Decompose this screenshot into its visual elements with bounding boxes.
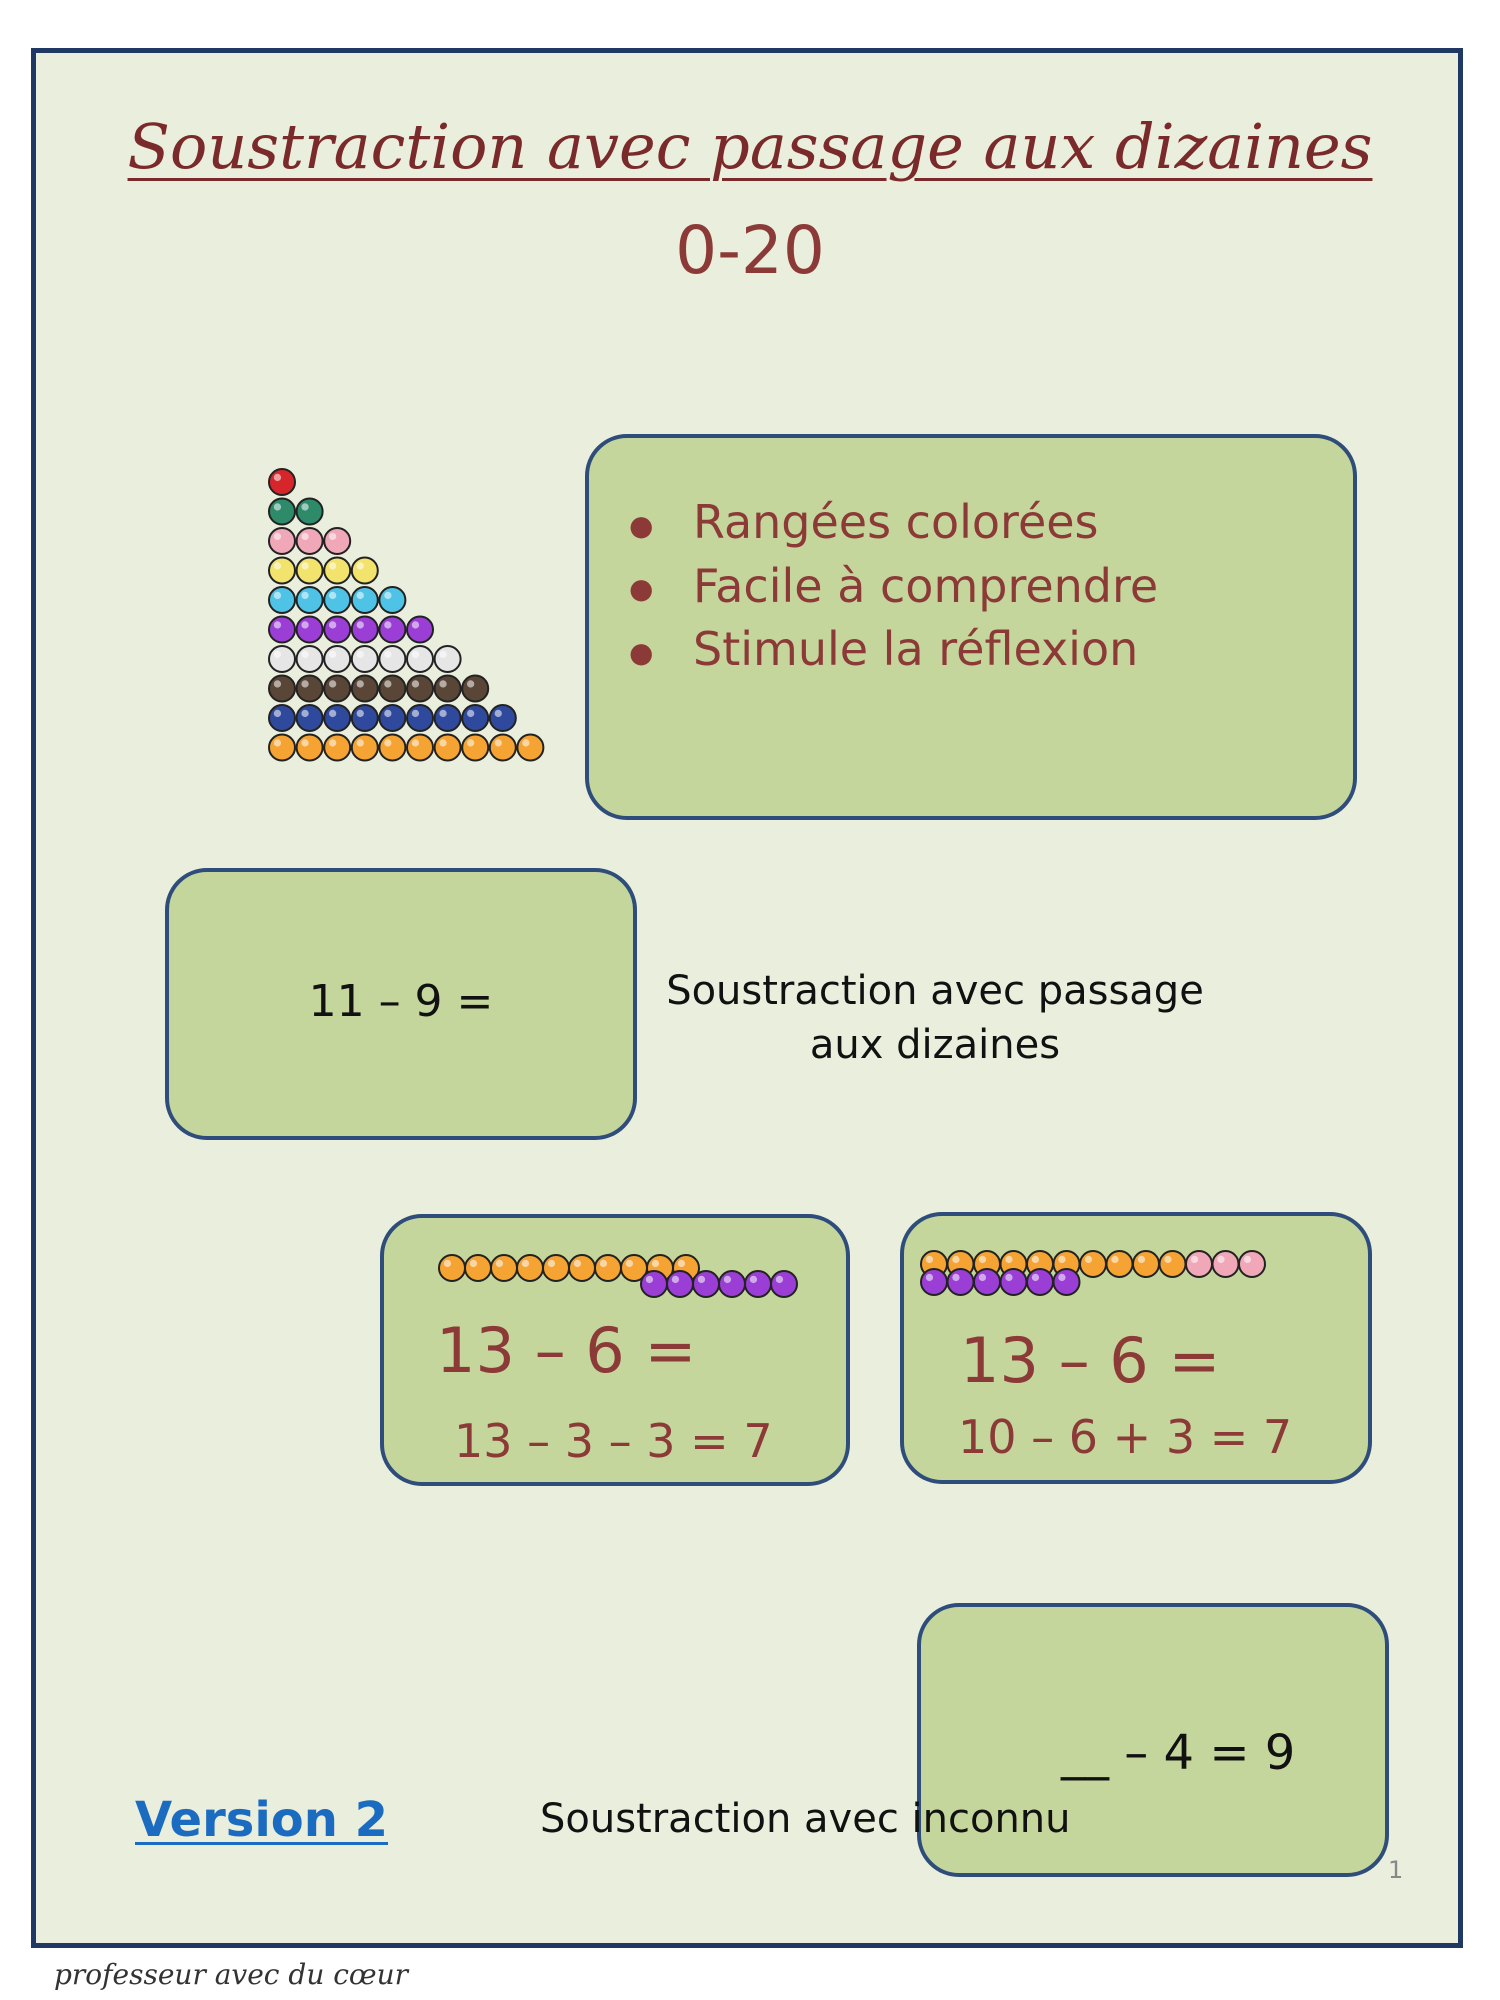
bead — [490, 705, 516, 731]
bead — [324, 735, 350, 761]
bead-highlight — [600, 1260, 607, 1267]
bead-highlight — [301, 621, 308, 628]
bead — [269, 587, 295, 613]
bead — [462, 735, 488, 761]
bead — [1001, 1269, 1027, 1295]
bead — [462, 705, 488, 731]
bead — [379, 617, 405, 643]
bead-highlight — [724, 1276, 731, 1283]
bead-highlight — [274, 503, 281, 510]
bead-highlight — [926, 1274, 933, 1281]
bead — [1133, 1251, 1159, 1277]
bead — [379, 705, 405, 731]
bead-highlight — [357, 562, 364, 569]
bead — [1160, 1251, 1186, 1277]
bead-highlight — [1005, 1256, 1012, 1263]
example2-bead-bars — [384, 1218, 854, 1308]
bead-highlight — [439, 651, 446, 658]
bead — [269, 469, 295, 495]
features-box — [585, 434, 1357, 820]
bead-highlight — [698, 1276, 705, 1283]
page-number: 1 — [1388, 1856, 1404, 1884]
bead — [269, 735, 295, 761]
bead-highlight — [384, 592, 391, 599]
bead-highlight — [384, 621, 391, 628]
bead-highlight — [439, 739, 446, 746]
feature-label: Stimule la réflexion — [693, 622, 1139, 676]
bead — [407, 705, 433, 731]
bead-highlight — [412, 651, 419, 658]
bead-highlight — [412, 621, 419, 628]
bead-highlight — [1005, 1274, 1012, 1281]
bead-highlight — [467, 680, 474, 687]
example3-solution: 10 – 6 + 3 = 7 — [958, 1410, 1293, 1464]
bead — [297, 528, 323, 554]
bead — [491, 1255, 517, 1281]
bead-highlight — [952, 1274, 959, 1281]
bead — [1213, 1251, 1239, 1277]
bead-highlight — [672, 1276, 679, 1283]
bead-highlight — [1032, 1274, 1039, 1281]
bead — [269, 705, 295, 731]
bead — [297, 558, 323, 584]
bead — [1186, 1251, 1212, 1277]
page-title: Soustraction avec passage aux dizaines — [127, 110, 1373, 183]
feature-item: ● Facile à comprendre — [629, 558, 1159, 613]
bead-highlight — [496, 1260, 503, 1267]
bead-highlight — [467, 710, 474, 717]
bead — [974, 1269, 1000, 1295]
bead-highlight — [357, 680, 364, 687]
example3-card — [900, 1212, 1372, 1484]
bead — [771, 1271, 797, 1297]
bead-highlight — [470, 1260, 477, 1267]
bead — [595, 1255, 621, 1281]
bead — [324, 587, 350, 613]
bead-highlight — [274, 474, 281, 481]
bead-highlight — [357, 651, 364, 658]
bead-highlight — [439, 710, 446, 717]
bead — [297, 587, 323, 613]
bead-highlight — [301, 562, 308, 569]
bead-highlight — [1164, 1256, 1171, 1263]
bead — [490, 735, 516, 761]
bead-highlight — [1058, 1274, 1065, 1281]
example1-description-line: Soustraction avec passage — [666, 968, 1204, 1014]
bead — [379, 735, 405, 761]
bead — [407, 617, 433, 643]
example2-card — [380, 1214, 850, 1486]
bead — [352, 676, 378, 702]
bead — [324, 646, 350, 672]
bead-highlight — [329, 680, 336, 687]
bead — [352, 558, 378, 584]
bead — [693, 1271, 719, 1297]
bead — [352, 587, 378, 613]
bead-highlight — [750, 1276, 757, 1283]
bead — [465, 1255, 491, 1281]
bead-highlight — [444, 1260, 451, 1267]
bead-highlight — [776, 1276, 783, 1283]
bead-highlight — [384, 651, 391, 658]
example4-expression: __ – 4 = 9 — [1061, 1725, 1296, 1781]
bead — [352, 735, 378, 761]
bead-highlight — [522, 739, 529, 746]
bead-highlight — [439, 680, 446, 687]
bead-highlight — [329, 562, 336, 569]
feature-label: Facile à comprendre — [693, 558, 1159, 613]
bead-highlight — [329, 710, 336, 717]
bead — [435, 646, 461, 672]
bead — [641, 1271, 667, 1297]
bead-highlight — [626, 1260, 633, 1267]
bead — [462, 676, 488, 702]
example2-solution: 13 – 3 – 3 = 7 — [454, 1414, 773, 1468]
version-label: Version 2 — [135, 1792, 389, 1848]
example3-equation: 13 – 6 = — [960, 1324, 1221, 1397]
bead — [569, 1255, 595, 1281]
bead — [407, 735, 433, 761]
example2-equation: 13 – 6 = — [436, 1314, 697, 1387]
bead-highlight — [329, 533, 336, 540]
bead — [517, 735, 543, 761]
bead-highlight — [926, 1256, 933, 1263]
bead — [719, 1271, 745, 1297]
example4-description: Soustraction avec inconnu — [540, 1796, 1071, 1842]
bead-highlight — [1244, 1256, 1251, 1263]
bead — [269, 499, 295, 525]
example3-bead-bars — [904, 1216, 1376, 1306]
bead — [1054, 1269, 1080, 1295]
bead-highlight — [1111, 1256, 1118, 1263]
bead-highlight — [548, 1260, 555, 1267]
bead-highlight — [274, 710, 281, 717]
example1-expression: 11 – 9 = — [308, 976, 494, 1027]
feature-item: ● Stimule la réflexion — [629, 622, 1139, 676]
bead — [439, 1255, 465, 1281]
bead-highlight — [329, 592, 336, 599]
bead — [1107, 1251, 1133, 1277]
bead — [269, 558, 295, 584]
bead-highlight — [412, 739, 419, 746]
bead — [324, 617, 350, 643]
bead-highlight — [329, 621, 336, 628]
bead — [948, 1269, 974, 1295]
bead-highlight — [301, 739, 308, 746]
bead-highlight — [412, 710, 419, 717]
bead-highlight — [274, 739, 281, 746]
bead — [324, 558, 350, 584]
bead-highlight — [384, 739, 391, 746]
footer-credit: professeur avec du cœur — [54, 1958, 409, 1991]
bead-highlight — [1058, 1256, 1065, 1263]
bead-highlight — [522, 1260, 529, 1267]
bead-highlight — [1138, 1256, 1145, 1263]
bead — [352, 617, 378, 643]
bead-highlight — [1032, 1256, 1039, 1263]
bead — [324, 528, 350, 554]
example1-description-line: aux dizaines — [809, 1022, 1061, 1068]
bead — [543, 1255, 569, 1281]
bead-highlight — [952, 1256, 959, 1263]
bead-highlight — [274, 592, 281, 599]
bead-highlight — [301, 680, 308, 687]
bead-highlight — [274, 651, 281, 658]
page-subtitle: 0-20 — [675, 212, 825, 289]
bead-highlight — [301, 503, 308, 510]
bead — [297, 676, 323, 702]
bead-highlight — [652, 1260, 659, 1267]
bead-highlight — [301, 592, 308, 599]
bead — [435, 705, 461, 731]
bead-highlight — [329, 739, 336, 746]
bead — [435, 676, 461, 702]
bead-highlight — [979, 1274, 986, 1281]
bead — [297, 735, 323, 761]
bead — [269, 676, 295, 702]
bead — [352, 646, 378, 672]
bead-highlight — [1191, 1256, 1198, 1263]
bead-highlight — [1085, 1256, 1092, 1263]
features-list — [629, 492, 1158, 683]
bead-highlight — [678, 1260, 685, 1267]
bead — [379, 587, 405, 613]
bead-highlight — [574, 1260, 581, 1267]
bead-highlight — [357, 710, 364, 717]
bead-highlight — [384, 710, 391, 717]
bead-highlight — [274, 533, 281, 540]
bead — [324, 705, 350, 731]
bead-highlight — [1217, 1256, 1224, 1263]
example1-description — [640, 964, 1230, 1072]
bead-highlight — [495, 739, 502, 746]
bead-highlight — [412, 680, 419, 687]
bead-highlight — [329, 651, 336, 658]
bead-highlight — [301, 651, 308, 658]
bead-highlight — [274, 562, 281, 569]
bead — [667, 1271, 693, 1297]
bead-highlight — [301, 533, 308, 540]
bead — [379, 646, 405, 672]
bead-highlight — [467, 739, 474, 746]
bead-highlight — [357, 739, 364, 746]
bead — [297, 705, 323, 731]
bead-highlight — [274, 680, 281, 687]
bead — [407, 676, 433, 702]
bead-highlight — [979, 1256, 986, 1263]
bead — [1027, 1269, 1053, 1295]
bead — [921, 1269, 947, 1295]
bead — [269, 646, 295, 672]
bead — [379, 676, 405, 702]
bead-highlight — [301, 710, 308, 717]
bead-highlight — [357, 621, 364, 628]
bead — [297, 499, 323, 525]
feature-label: Rangées colorées — [693, 495, 1099, 549]
bead — [407, 646, 433, 672]
bead — [435, 735, 461, 761]
bead-triangle-illustration — [264, 466, 564, 806]
bead — [745, 1271, 771, 1297]
bead — [352, 705, 378, 731]
bead — [324, 676, 350, 702]
bead — [269, 528, 295, 554]
bead-highlight — [357, 592, 364, 599]
bead-highlight — [495, 710, 502, 717]
example1-card — [165, 868, 637, 1140]
bead — [297, 617, 323, 643]
bead-highlight — [274, 621, 281, 628]
bead — [517, 1255, 543, 1281]
bead — [269, 617, 295, 643]
bead-highlight — [384, 680, 391, 687]
bead-highlight — [646, 1276, 653, 1283]
bead — [1239, 1251, 1265, 1277]
bead — [1080, 1251, 1106, 1277]
feature-item: ● Rangées colorées — [629, 495, 1099, 549]
bead — [297, 646, 323, 672]
